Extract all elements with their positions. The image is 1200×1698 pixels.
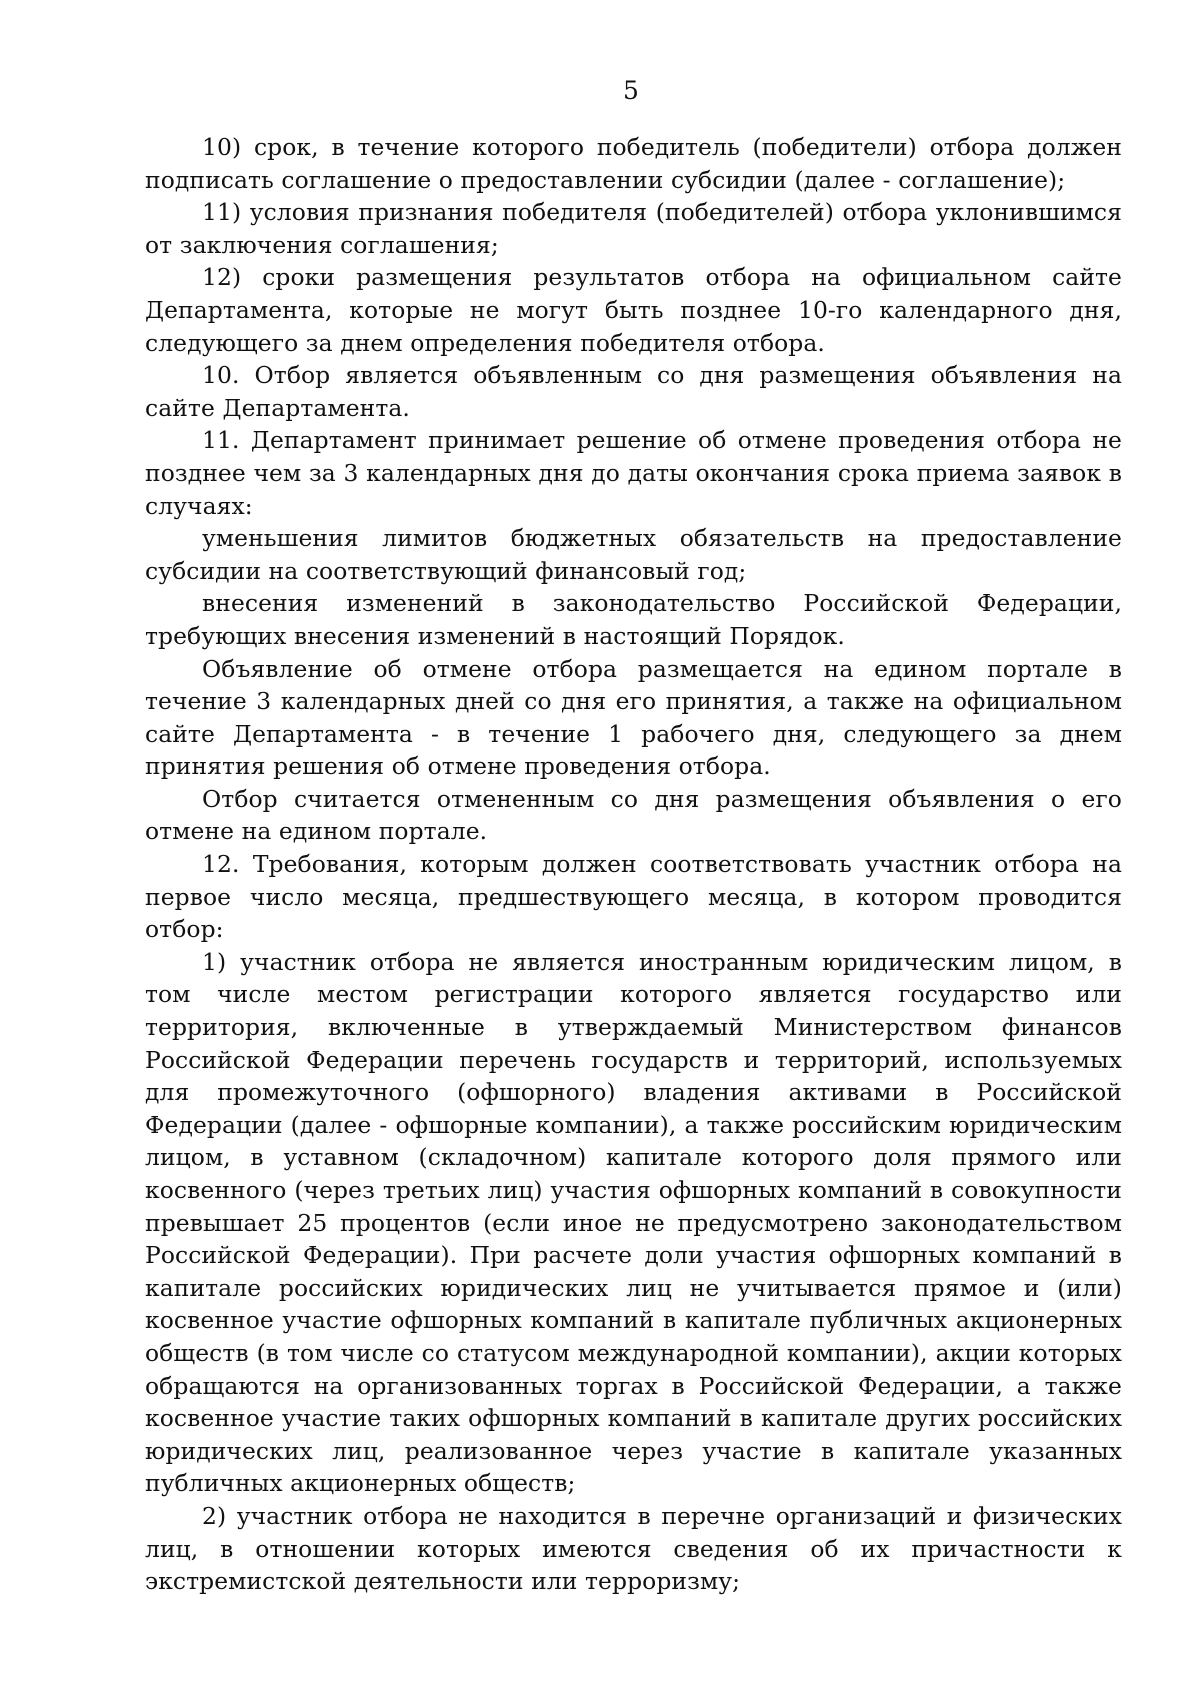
paragraph-item-11-evasion: 11) условия признания победителя (победителей) отбора уклонившимся от заключения соглашения; xyxy=(145,198,1122,259)
paragraph-case-legislation: внесения изменений в законодательство Российской Федерации, требующих внесения изменений в настоящий Порядок. xyxy=(145,589,1122,650)
paragraph-item-12-results: 12) сроки размещения результатов отбора на официальном сайте Департамента, которые не могут быть позднее 10-го календарного дня, следующего за днем определения победителя отбора. xyxy=(145,263,1122,357)
paragraph-clause-12: 12. Требования, которым должен соответствовать участник отбора на первое число месяца, предшествующего месяца, в котором проводится отбор: xyxy=(145,850,1122,944)
paragraph-requirement-2: 2) участник отбора не находится в перечне организаций и физических лиц, в отношении которых имеются сведения об их причастности к экстремистской деятельности или терроризму; xyxy=(145,1501,1122,1596)
page-number: 5 xyxy=(623,76,639,105)
document-body xyxy=(145,131,1122,1598)
paragraph-cancellation-effective: Отбор считается отмененным со дня размещения объявления о его отмене на едином портале. xyxy=(145,784,1122,846)
paragraph-clause-10: 10. Отбор является объявленным со дня размещения объявления на сайте Департамента. xyxy=(145,361,1122,422)
paragraph-item-10-deadline: 10) срок, в течение которого победитель (победители) отбора должен подписать соглашение о предоставлении субсидии (далее - соглашение); xyxy=(145,133,1122,194)
paragraph-cancellation-notice: Объявление об отмене отбора размещается на едином портале в течение 3 календарных дней со дня его принятия, а также на официальном сайте Департамента - в течение 1 рабочего дня, следующего за днем принятия решения об отмене проведения отбора. xyxy=(145,654,1122,781)
paragraph-case-budget-limits: уменьшения лимитов бюджетных обязательств на предоставление субсидии на соответствующий финансовый год; xyxy=(145,524,1122,585)
paragraph-clause-11: 11. Департамент принимает решение об отмене проведения отбора не позднее чем за 3 календарных дня до даты окончания срока приема заявок в случаях: xyxy=(145,426,1122,520)
paragraph-requirement-1: 1) участник отбора не является иностранным юридическим лицом, в том числе местом регистрации которого является государство или территория, включенные в утверждаемый Министерством финансов Российской Федерации перечень государств и территорий, используемых для промежуточного (офшорного) владения активами в Российской Федерации (далее - офшорные компании), а также российским юридическим лицом, в уставном (складочном) капитале которого доля прямого или косвенного (через третьих лиц) участия офшорных компаний в совокупности превышает 25 процентов (если иное не предусмотрено законодательством Российской Федерации). При расчете доли участия офшорных компаний в капитале российских юридических лиц не учитывается прямое и (или) косвенное участие офшорных компаний в капитале публичных акционерных обществ (в том числе со статусом международной компании), акции которых обращаются на организованных торгах в Российской Федерации, а также косвенное участие таких офшорных компаний в капитале других российских юридических лиц, реализованное через участие в капитале указанных публичных акционерных обществ; xyxy=(145,947,1122,1498)
